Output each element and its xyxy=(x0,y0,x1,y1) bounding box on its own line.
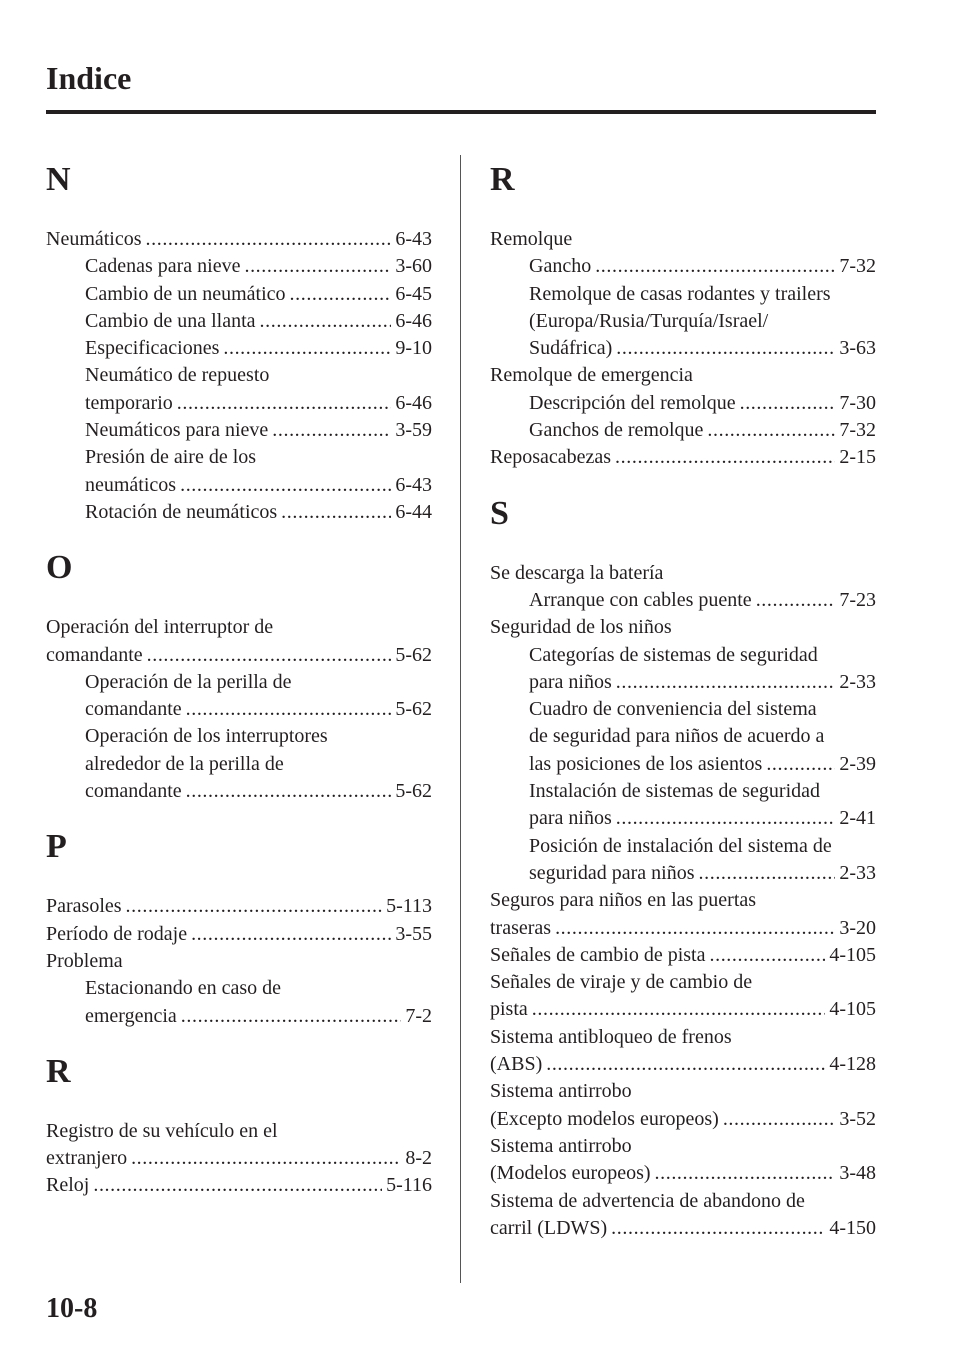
entry-text-line: Estacionando en caso de xyxy=(85,977,282,1000)
entry-text-line: Remolque de emergencia xyxy=(490,364,693,387)
entry-text-line: (Europa/Rusia/Turquía/Israel/ xyxy=(529,309,769,332)
dot-leader xyxy=(699,860,836,887)
index-entry xyxy=(490,362,876,389)
entry-text: Cambio de una llanta xyxy=(85,309,256,332)
entry-page-ref[interactable]: 2-33 xyxy=(839,861,876,884)
entry-row[interactable] xyxy=(46,921,432,948)
entry-row[interactable] xyxy=(529,417,876,444)
dot-leader xyxy=(546,1051,825,1078)
entry-row[interactable] xyxy=(85,390,432,417)
section-letter: R xyxy=(490,161,515,198)
index-section xyxy=(490,494,876,1242)
index-subentry xyxy=(490,417,876,444)
entry-row[interactable] xyxy=(490,942,876,969)
dot-leader xyxy=(177,390,392,417)
index-subentry xyxy=(46,308,432,335)
index-entry xyxy=(46,948,432,975)
index-subentry xyxy=(46,444,432,499)
entry-page-ref[interactable]: 5-62 xyxy=(395,698,432,721)
entry-row[interactable] xyxy=(529,587,876,614)
entry-page-ref[interactable]: 6-43 xyxy=(395,473,432,496)
entry-page-ref[interactable]: 7-32 xyxy=(839,255,876,278)
entry-text-line: Remolque xyxy=(490,228,573,250)
dot-leader xyxy=(186,778,392,805)
section-letter: R xyxy=(46,1052,71,1090)
entry-text-line: Categorías de sistemas de seguridad xyxy=(529,643,818,666)
index-subentry xyxy=(46,335,432,362)
entry-text: para niños xyxy=(529,670,612,693)
entry-text: Neumáticos para nieve xyxy=(85,419,269,442)
index-entry xyxy=(490,887,876,942)
entry-row[interactable] xyxy=(529,335,876,362)
dot-leader xyxy=(180,472,391,499)
index-subentry xyxy=(46,281,432,308)
entry-row[interactable] xyxy=(490,996,876,1023)
page-number: 10-8 xyxy=(46,1293,98,1324)
index-subentry xyxy=(490,281,876,363)
index-column-left xyxy=(46,160,432,1200)
entry-text: comandante xyxy=(85,780,182,803)
dot-leader xyxy=(615,444,835,471)
entry-text-line: Operación de los interruptores xyxy=(85,725,328,748)
entry-text: neumáticos xyxy=(85,473,177,496)
entry-row[interactable] xyxy=(85,308,432,335)
index-entry xyxy=(46,921,432,948)
entry-text: (ABS) xyxy=(490,1053,543,1076)
entry-text: carril (LDWS) xyxy=(490,1216,608,1239)
dot-leader xyxy=(93,1172,382,1199)
entry-text: Señales de cambio de pista xyxy=(490,943,706,966)
dot-leader xyxy=(707,417,835,444)
entry-row[interactable] xyxy=(85,778,432,805)
index-section xyxy=(490,160,876,472)
entry-page-ref[interactable]: 7-32 xyxy=(839,419,876,442)
entry-row[interactable] xyxy=(529,805,876,832)
dot-leader xyxy=(611,1215,825,1242)
entry-page-ref[interactable]: 4-150 xyxy=(829,1216,876,1239)
entry-text-line: Seguridad de los niños xyxy=(490,616,672,639)
entry-text: Descripción del remolque xyxy=(529,391,736,414)
index-entry xyxy=(490,969,876,1024)
entry-row[interactable] xyxy=(85,696,432,723)
index-subentry xyxy=(46,975,432,1030)
dot-leader xyxy=(191,921,391,948)
dot-leader xyxy=(710,942,826,969)
entry-row[interactable] xyxy=(85,281,432,308)
dot-leader xyxy=(281,499,391,526)
index-entry xyxy=(46,614,432,669)
entry-text: Rotación de neumáticos xyxy=(85,500,278,523)
entry-page-ref[interactable]: 6-44 xyxy=(395,500,432,523)
entry-row[interactable] xyxy=(85,417,432,444)
entry-text: Ganchos de remolque xyxy=(529,419,704,442)
entry-page-ref[interactable]: 5-113 xyxy=(386,895,432,918)
entry-page-ref[interactable]: 2-39 xyxy=(839,752,876,775)
index-subentry xyxy=(490,253,876,280)
entry-page-ref[interactable]: 3-55 xyxy=(395,922,432,945)
dot-leader xyxy=(532,996,826,1023)
dot-leader xyxy=(555,915,835,942)
entry-row[interactable] xyxy=(529,751,876,778)
section-letter: O xyxy=(46,549,73,587)
section-letter: P xyxy=(46,828,67,866)
entry-text: temporario xyxy=(85,391,173,414)
entry-text: Sudáfrica) xyxy=(529,337,613,360)
entry-text-line: Operación del interruptor de xyxy=(46,616,274,639)
entry-page-ref[interactable]: 4-105 xyxy=(829,998,876,1021)
entry-text-line: Problema xyxy=(46,949,123,972)
entry-text: las posiciones de los asientos xyxy=(529,752,763,775)
index-subentry xyxy=(46,362,432,417)
entry-page-ref[interactable]: 7-2 xyxy=(405,1004,432,1027)
dot-leader xyxy=(595,253,835,280)
dot-leader xyxy=(223,335,391,362)
entry-row[interactable] xyxy=(529,253,876,280)
index-entry xyxy=(490,1078,876,1133)
entry-text: Neumáticos xyxy=(46,228,142,250)
entry-row[interactable] xyxy=(46,1145,432,1172)
index-entry xyxy=(490,1188,876,1243)
index-entry xyxy=(46,1118,432,1173)
entry-text: Cadenas para nieve xyxy=(85,255,241,278)
dot-leader xyxy=(655,1160,836,1187)
index-entry xyxy=(490,1133,876,1188)
index-subentry xyxy=(46,499,432,526)
dot-leader xyxy=(186,696,392,723)
entry-text-line: de seguridad para niños de acuerdo a xyxy=(529,725,825,748)
entry-text-line: Se descarga la batería xyxy=(490,561,664,584)
dot-leader xyxy=(126,893,383,920)
index-subentry xyxy=(490,587,876,614)
entry-page-ref[interactable]: 6-46 xyxy=(395,309,432,332)
entry-row[interactable] xyxy=(85,1003,432,1030)
entry-text-line: Sistema de advertencia de abandono de xyxy=(490,1189,805,1212)
section-letter: S xyxy=(490,494,509,532)
entry-page-ref[interactable]: 7-30 xyxy=(839,391,876,414)
entry-text: seguridad para niños xyxy=(529,861,695,884)
index-subentry xyxy=(46,669,432,724)
entry-text: comandante xyxy=(46,643,143,666)
entry-page-ref[interactable]: 3-48 xyxy=(839,1162,876,1185)
entry-text: (Modelos europeos) xyxy=(490,1162,651,1185)
entry-row[interactable] xyxy=(85,253,432,280)
entry-text-line: Posición de instalación del sistema de xyxy=(529,834,832,857)
entry-text: Arranque con cables puente xyxy=(529,588,752,611)
entry-page-ref[interactable]: 3-60 xyxy=(395,255,432,278)
entry-text-line: Sistema antirrobo xyxy=(490,1080,632,1103)
index-section xyxy=(46,827,432,1029)
entry-text: Reposacabezas xyxy=(490,446,612,469)
entry-row[interactable] xyxy=(490,1160,876,1187)
entry-page-ref[interactable]: 5-116 xyxy=(386,1174,432,1197)
entry-row[interactable] xyxy=(85,499,432,526)
entry-page-ref[interactable]: 3-59 xyxy=(395,419,432,442)
entry-text-line: Remolque de casas rodantes y trailers xyxy=(529,282,831,305)
index-entry xyxy=(490,560,876,587)
index-entry xyxy=(46,1172,432,1199)
entry-row[interactable] xyxy=(529,669,876,696)
entry-page-ref[interactable]: 2-41 xyxy=(839,807,876,830)
dot-leader xyxy=(272,417,391,444)
page-title: Indice xyxy=(46,60,132,96)
index-section xyxy=(46,1052,432,1200)
index-entry xyxy=(490,1024,876,1079)
entry-text-line: Cuadro de conveniencia del sistema xyxy=(529,698,817,721)
entry-row[interactable] xyxy=(490,1215,876,1242)
dot-leader xyxy=(147,642,392,669)
entry-text-line: Presión de aire de los xyxy=(85,446,257,469)
index-entry xyxy=(490,226,876,253)
index-entry xyxy=(490,444,876,471)
dot-leader xyxy=(723,1106,836,1133)
entry-row[interactable] xyxy=(85,335,432,362)
entry-page-ref[interactable]: 5-62 xyxy=(395,780,432,803)
entry-row[interactable] xyxy=(46,1172,432,1199)
dot-leader xyxy=(260,308,392,335)
entry-text-line: Seguros para niños en las puertas xyxy=(490,889,757,912)
entry-row[interactable] xyxy=(46,893,432,920)
entry-text: Parasoles xyxy=(46,895,122,918)
section-letter: N xyxy=(46,161,71,198)
index-subentry xyxy=(46,723,432,805)
index-entry xyxy=(490,614,876,641)
entry-row[interactable] xyxy=(490,444,876,471)
entry-text: Período de rodaje xyxy=(46,922,188,945)
dot-leader xyxy=(766,751,835,778)
index-subentry xyxy=(490,778,876,833)
entry-page-ref[interactable]: 2-33 xyxy=(839,670,876,693)
entry-text: (Excepto modelos europeos) xyxy=(490,1107,719,1130)
entry-text: comandante xyxy=(85,698,182,721)
entry-text: Gancho xyxy=(529,255,592,278)
entry-row[interactable] xyxy=(85,472,432,499)
index-entry xyxy=(490,942,876,969)
index-subentry xyxy=(46,253,432,280)
entry-page-ref[interactable]: 6-46 xyxy=(395,391,432,414)
entry-text: para niños xyxy=(529,807,612,830)
entry-row[interactable] xyxy=(490,1051,876,1078)
dot-leader xyxy=(181,1003,402,1030)
entry-page-ref[interactable]: 2-15 xyxy=(839,446,876,469)
entry-page-ref[interactable]: 6-43 xyxy=(395,228,432,250)
dot-leader xyxy=(290,281,392,308)
entry-page-ref[interactable]: 9-10 xyxy=(395,337,432,360)
entry-text: Cambio de un neumático xyxy=(85,282,286,305)
entry-text-line: Señales de viraje y de cambio de xyxy=(490,971,753,994)
entry-text-line: Instalación de sistemas de seguridad xyxy=(529,780,821,803)
dot-leader xyxy=(616,805,836,832)
index-section xyxy=(46,160,432,526)
header-rule xyxy=(46,110,876,114)
entry-page-ref[interactable]: 4-105 xyxy=(829,943,876,966)
entry-text: Reloj xyxy=(46,1174,90,1197)
entry-text-line: Operación de la perilla de xyxy=(85,670,292,693)
entry-text: pista xyxy=(490,998,528,1021)
entry-page-ref[interactable]: 7-23 xyxy=(839,588,876,611)
entry-page-ref[interactable]: 4-128 xyxy=(829,1053,876,1076)
index-entry xyxy=(46,226,432,253)
entry-page-ref[interactable]: 5-62 xyxy=(395,643,432,666)
entry-text-line: Sistema antibloqueo de frenos xyxy=(490,1025,732,1048)
entry-row[interactable] xyxy=(490,1106,876,1133)
index-entry xyxy=(46,893,432,920)
entry-row[interactable] xyxy=(46,642,432,669)
dot-leader xyxy=(616,669,836,696)
entry-text: Especificaciones xyxy=(85,337,220,360)
dot-leader xyxy=(616,335,835,362)
entry-row[interactable] xyxy=(490,915,876,942)
entry-page-ref[interactable]: 3-52 xyxy=(839,1107,876,1130)
index-subentry xyxy=(490,642,876,697)
entry-page-ref[interactable]: 3-20 xyxy=(839,916,876,939)
entry-row[interactable] xyxy=(529,860,876,887)
entry-text-line: alrededor de la perilla de xyxy=(85,752,284,775)
index-subentry xyxy=(490,833,876,888)
entry-page-ref[interactable]: 8-2 xyxy=(405,1147,432,1170)
dot-leader xyxy=(244,253,391,280)
entry-text: emergencia xyxy=(85,1004,177,1027)
index-section xyxy=(46,548,432,805)
index-subentry xyxy=(46,417,432,444)
entry-row[interactable] xyxy=(46,226,432,253)
entry-text: extranjero xyxy=(46,1147,128,1170)
entry-row[interactable] xyxy=(529,390,876,417)
entry-text: traseras xyxy=(490,916,552,939)
entry-page-ref[interactable]: 3-63 xyxy=(839,337,876,360)
entry-text-line: Sistema antirrobo xyxy=(490,1134,632,1157)
dot-leader xyxy=(131,1145,401,1172)
index-subentry xyxy=(490,390,876,417)
index-column-right xyxy=(490,160,876,1242)
column-divider xyxy=(460,155,461,1283)
dot-leader xyxy=(146,226,392,253)
index-subentry xyxy=(490,696,876,778)
entry-page-ref[interactable]: 6-45 xyxy=(395,282,432,305)
dot-leader xyxy=(756,587,836,614)
dot-leader xyxy=(740,390,836,417)
entry-text-line: Neumático de repuesto xyxy=(85,364,270,387)
entry-text-line: Registro de su vehículo en el xyxy=(46,1119,278,1142)
